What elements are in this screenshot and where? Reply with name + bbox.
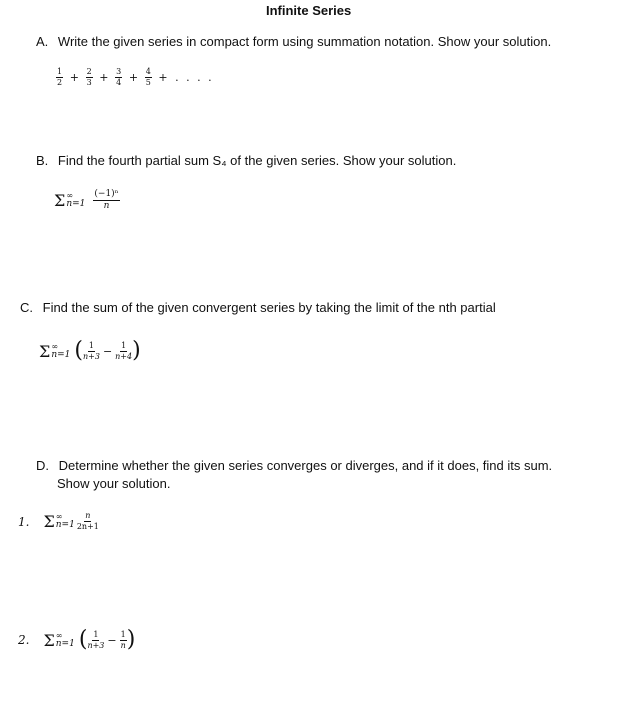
problem-d2: 2. Σ ∞ n=1 ( $\frac{1}{n+3}$ − $\frac{1}{n}$ ) [18,627,136,652]
summand: $\frac{\text{(−1)ⁿ}}{n}$ [94,189,119,211]
section-a-series: $\frac{1}{2}$ + $\frac{2}{3}$ + $\frac{3}{4}$ + $\frac{4}{5}$ + . . . . [57,67,214,87]
fraction-1: $\frac{1}{n+3}$ [82,340,100,361]
section-b-text: Find the fourth partial sum S₄ of the given series. Show your solution. [57,153,457,168]
section-a-label: A. [36,34,49,49]
section-b-expression [54,190,120,211]
term-1: $\frac{1}{2}$ [57,67,63,87]
section-a-text: Write the given series in compact form using summation notation. Show your solution. [57,34,552,49]
sigma-symbol: Σ [54,191,66,210]
section-d-text-line2: Show your solution. [57,476,171,491]
section-c-expression: Σ ∞ n=1 ( $\frac{1}{n+3}$ − $\frac{1}{n+4}$ ) [39,338,141,363]
section-d-label: D. [36,458,49,473]
section-c-text: Find the sum of the given convergent series by taking the limit of the nth partial [42,300,496,315]
upper-limit: ∞ [66,191,73,200]
summand: $\frac{n}{2n+1}$ [76,511,99,531]
section-b-label: B. [36,153,49,168]
section-c-label: C. [20,300,33,315]
section-c-heading [20,300,496,315]
lower-limit: n=1 [66,199,86,209]
fraction-2: $\frac{1}{n}$ [120,629,126,650]
term-2: $\frac{2}{3}$ [86,67,92,87]
problem-d1: 1. Σ ∞ n=1 $\frac{n}{2n+1}$ [18,511,99,531]
sigma-symbol: Σ [39,341,51,361]
section-d-heading [36,458,552,473]
series-tail: + . . . . [158,71,214,84]
term-4: $\frac{4}{5}$ [145,67,151,87]
section-a-heading [36,34,551,49]
item-number: 2. [18,633,30,647]
section-b-heading [36,153,456,168]
term-3: $\frac{3}{4}$ [116,67,122,87]
fraction-1: $\frac{1}{n+3}$ [87,629,105,650]
page-title: Infinite Series [266,3,352,18]
section-d-text-line1: Determine whether the given series converges or diverges, and if it does, find its sum. [58,458,553,473]
fraction-2: $\frac{1}{n+4}$ [115,340,133,361]
item-number: 1. [18,514,30,529]
